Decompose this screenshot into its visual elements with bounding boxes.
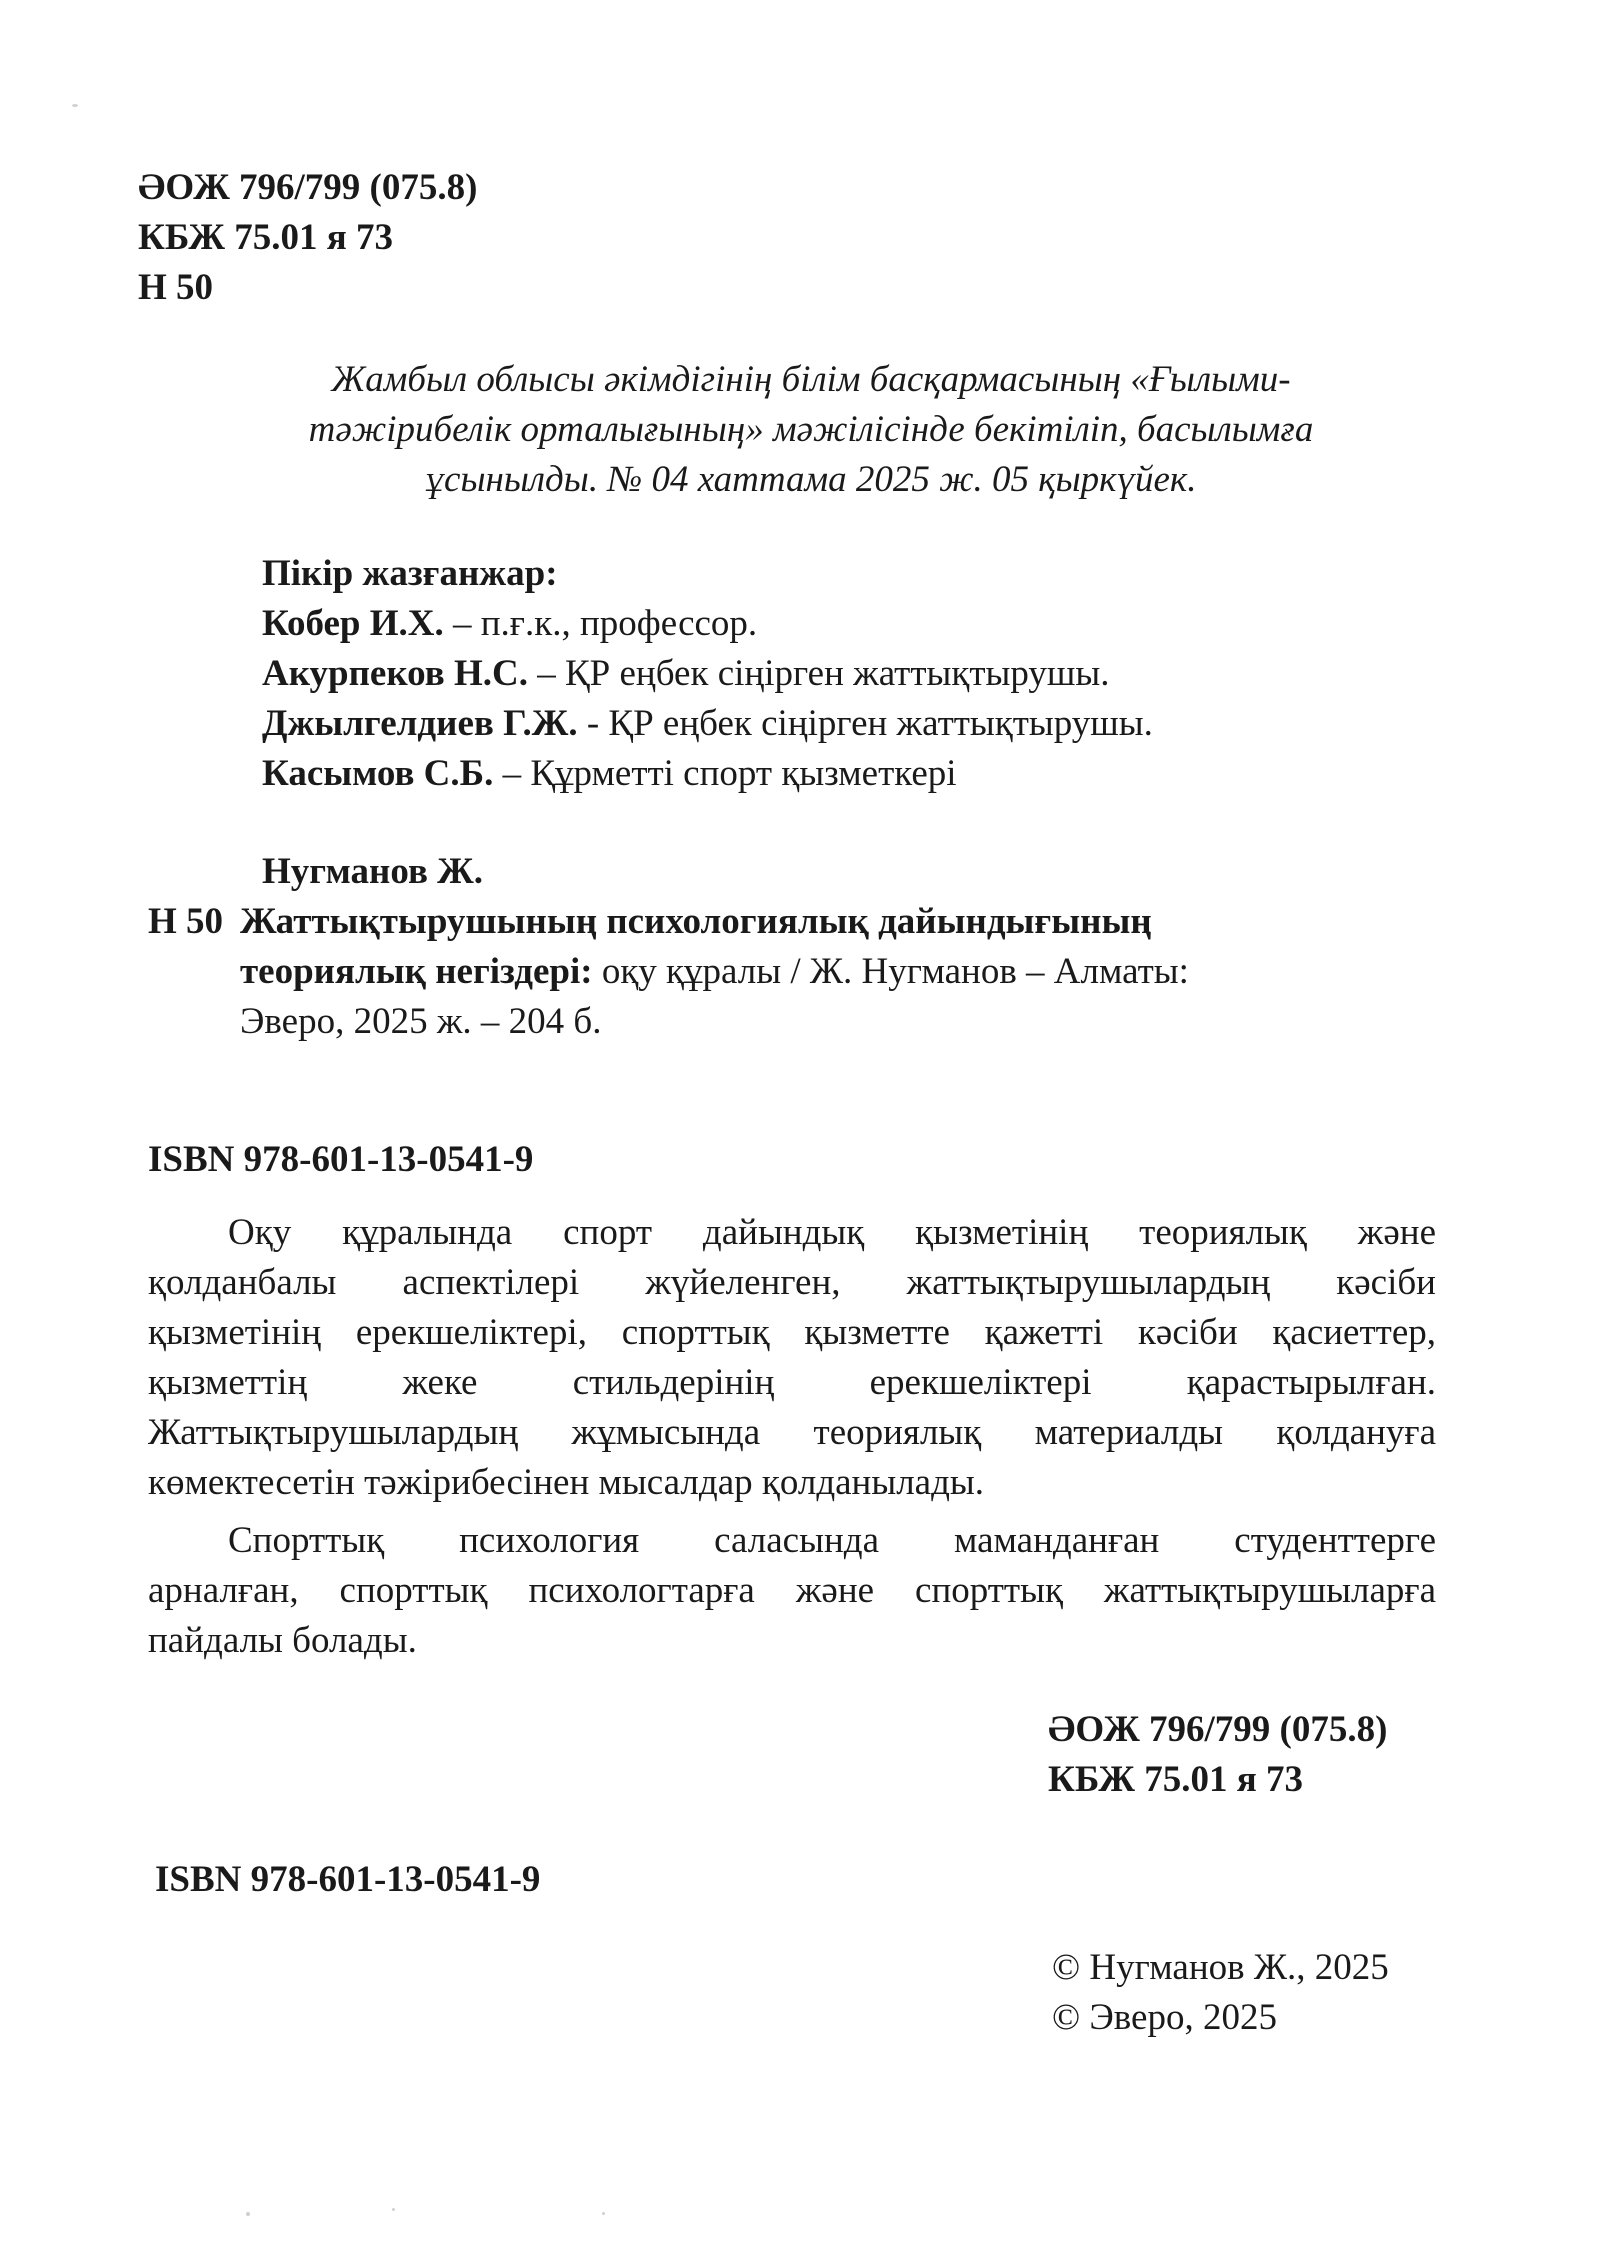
approval-line: тәжірибелік орталығының» мәжілісінде бекітіліп, басылымға (308, 409, 1314, 450)
lbc-code-bottom: КБЖ 75.01 я 73 (1048, 1759, 1303, 1800)
reviewer-name: Джылгелдиев Г.Ж. (262, 703, 578, 744)
reviewers-heading: Пікір жазғанжар: (262, 553, 558, 594)
reviewer-name: Кобер И.Х. (262, 603, 444, 644)
reviewer-role: – ҚР еңбек сіңірген жаттықтырушы. (527, 653, 1110, 694)
reviewer-entry (262, 600, 757, 648)
abstract-line: арналған, спорттық психологтарға және спорттық жаттықтырушыларға (148, 1570, 1436, 1611)
abstract-line: Спорттық психология саласында маманданған студенттерге (228, 1520, 1436, 1561)
bib-publisher: оқу құралы / Ж. Нугманов – Алматы: (592, 951, 1189, 992)
abstract-line: қызметінің ерекшеліктері, спорттық қызметте қажетті кәсіби қасиеттер, (148, 1312, 1436, 1353)
abstract-line: пайдалы болады. (148, 1620, 417, 1661)
udc-code: ӘОЖ 796/799 (075.8) (138, 167, 478, 208)
bib-title: Жаттықтырушының психологиялық дайындығының (240, 901, 1152, 942)
reviewer-role: – п.ғ.к., профессор. (443, 603, 758, 644)
reviewer-entry (262, 750, 957, 798)
reviewer-role: - ҚР еңбек сіңірген жаттықтырушы. (577, 703, 1153, 744)
lbc-code: КБЖ 75.01 я 73 (138, 217, 393, 258)
isbn-top: ISBN 978-601-13-0541-9 (148, 1139, 534, 1180)
reviewer-name: Акурпеков Н.С. (262, 653, 528, 694)
abstract-line: көмектесетін тәжірибесінен мысалдар қолданылады. (148, 1462, 985, 1503)
bib-author: Нугманов Ж. (262, 851, 484, 892)
approval-line: ұсынылды. № 04 хаттама 2025 ж. 05 қыркүйек. (425, 459, 1197, 500)
scan-speck (72, 104, 78, 107)
scan-speck (246, 2212, 250, 2216)
bib-imprint: Эверо, 2025 ж. – 204 б. (240, 1001, 602, 1042)
scan-speck (392, 2208, 395, 2211)
abstract-line: қызметтің жеке стильдерінің ерекшеліктері қарастырылған. (148, 1362, 1436, 1403)
abstract-line: Жаттықтырушылардың жұмысында теориялық материалды қолдануға (148, 1412, 1436, 1453)
bib-title-cont (240, 948, 1189, 996)
abstract-line: Оқу құралында спорт дайындық қызметінің теориялық және (228, 1212, 1436, 1253)
bib-title-end: теориялық негіздері: (240, 951, 593, 992)
reviewer-name: Касымов С.Б. (262, 753, 494, 794)
abstract-line: қолданбалы аспектілері жүйеленген, жаттықтырушылардың кәсіби (148, 1262, 1436, 1303)
reviewer-entry (262, 650, 1110, 698)
copyright-publisher: © Эверо, 2025 (1052, 1997, 1277, 2038)
reviewer-entry (262, 700, 1153, 748)
udc-code-bottom: ӘОЖ 796/799 (075.8) (1048, 1709, 1388, 1750)
author-mark: Н 50 (138, 267, 214, 308)
copyright-author: © Нугманов Ж., 2025 (1052, 1947, 1389, 1988)
approval-line: Жамбыл облысы әкімдігінің білім басқармасының «Ғылыми- (331, 359, 1291, 400)
scan-speck (602, 2212, 605, 2215)
bib-mark: Н 50 (148, 901, 224, 942)
isbn-bottom: ISBN 978-601-13-0541-9 (155, 1859, 541, 1900)
reviewer-role: – Құрметті спорт қызметкері (493, 753, 957, 794)
